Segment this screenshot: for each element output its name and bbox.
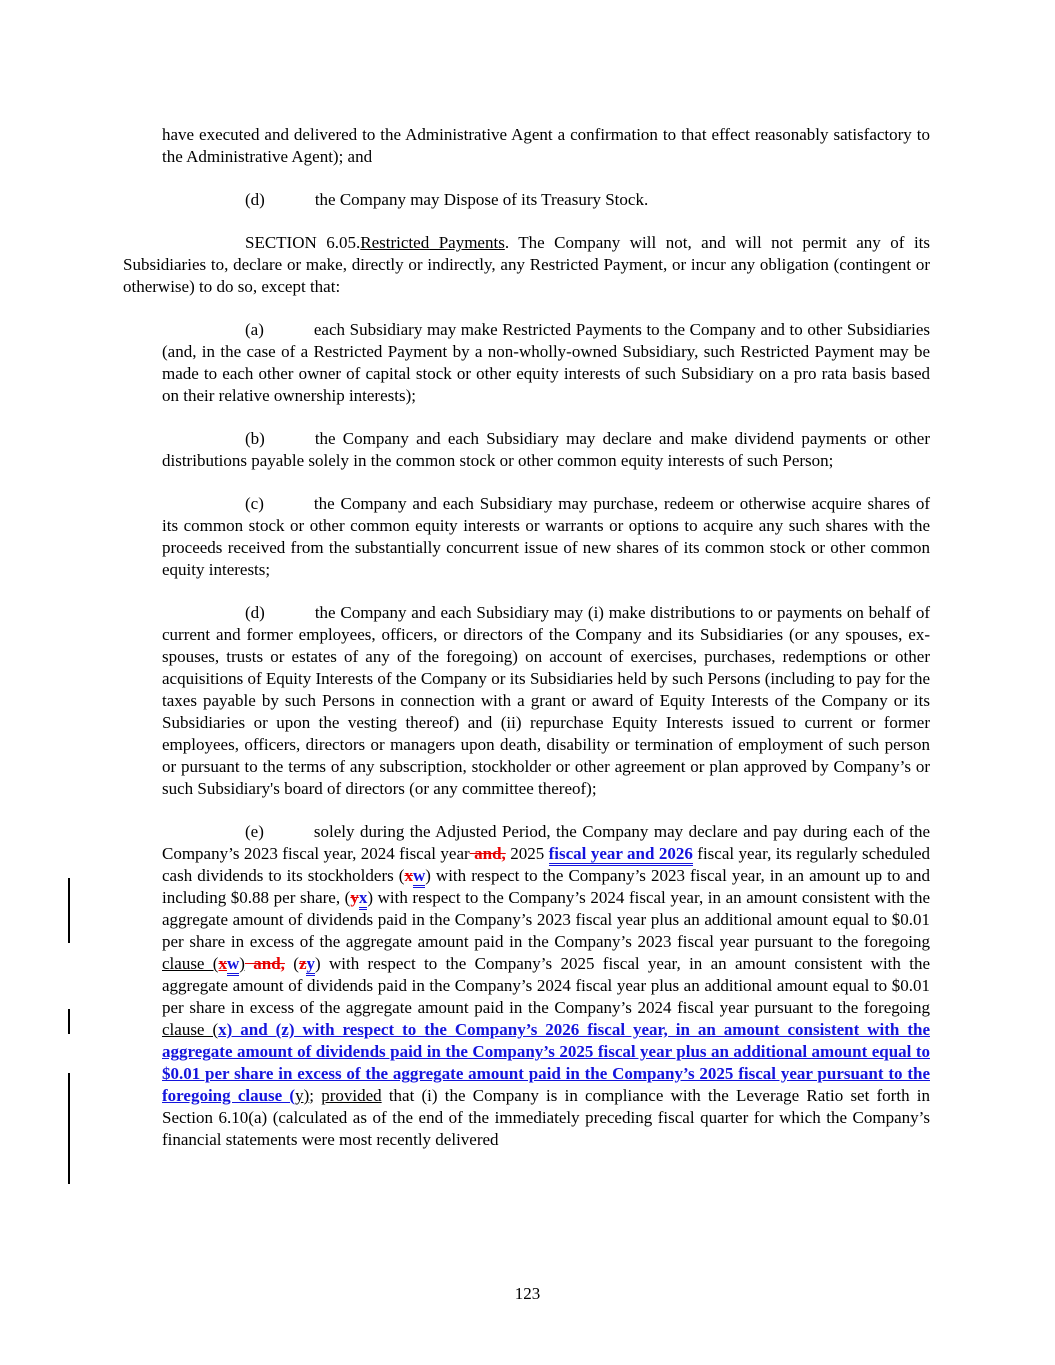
page-number: 123 <box>514 1284 541 1303</box>
text-run: each Subsidiary may make Restricted Payments to the Company and to other Subsidiaries (and, in the case of a Restricted Payment by a non-wholly-owned Subsidiary, such Restricted Payment may be made to each other owner of capital stock or other equity interests of such Subsidiary on a pro rata basis based on their relative ownership interests); <box>162 320 930 405</box>
text-run: solely during the Adjusted Period, the Company may declare and pay during each of the Company’s 2023 fiscal year, 2024 fiscal year <box>162 822 930 863</box>
text-run: 2025 <box>505 844 549 863</box>
text-run: (a) <box>245 320 264 339</box>
text-run: clause ( <box>162 1020 219 1039</box>
text-run: and, <box>469 844 506 863</box>
text-run: x <box>218 954 227 973</box>
clause-b <box>162 428 930 472</box>
text-run: y <box>306 954 315 976</box>
text-run: x <box>404 866 413 885</box>
text-run: (e) <box>245 822 264 841</box>
clause-d <box>162 602 930 800</box>
continuation-paragraph <box>162 124 930 168</box>
text-run: . The Company will not, and will not permit any of its Subsidiaries to, declare or make, directly or indirectly, any Restricted Payment, or incur any obligation (contingent or otherwise) to do so, except that: <box>123 233 931 296</box>
text-run: y) <box>295 1086 310 1105</box>
text-run: clause ( <box>162 954 219 973</box>
clause-e-redline <box>162 821 930 1151</box>
text-run: Restricted Payments <box>360 233 505 252</box>
text-run: x) and (z) with respect to the Company’s 2026 fiscal year, in an amount consistent with the aggregate amount of dividends paid in the Company’s 2025 fiscal year plus an additional amount equal to $0.01 per share in excess of the aggregate amount paid in the Company’s 2025 fiscal year pursuant to the foregoing clause ( <box>162 1020 930 1105</box>
clause-d-treasury-stock <box>162 189 930 211</box>
change-bar <box>68 1073 70 1184</box>
text-run: y <box>350 888 359 907</box>
text-run: ) <box>239 954 245 973</box>
clause-a <box>162 319 930 407</box>
text-run: and, <box>244 954 285 973</box>
text-run: ) with respect to the Company’s 2023 fiscal year, in an amount up to and including $0.88 per share, ( <box>162 866 930 907</box>
section-6-05-paragraph <box>123 232 930 298</box>
text-run: (c) <box>245 494 264 513</box>
text-run: ; <box>309 1086 322 1105</box>
text-run: that (i) the Company is in compliance with the Leverage Ratio set forth in Section 6.10(a) (calculated as of the end of the immediately preceding fiscal quarter for which the Company’s financial statements were most recently delivered <box>162 1086 930 1149</box>
change-bar <box>68 878 70 943</box>
text-run: the Company may Dispose of its Treasury Stock. <box>314 190 649 209</box>
text-run: (b) <box>245 429 265 448</box>
text-run: (d) <box>245 603 265 622</box>
text-run: ) with respect to the Company’s 2024 fiscal year, in an amount consistent with the aggregate amount of dividends paid in the Company’s 2023 fiscal year plus an additional amount equal to $0.01 per share in excess of the aggregate amount paid in the Company’s 2023 fiscal year pursuant to the foregoing <box>162 888 931 951</box>
text-run: x <box>359 888 368 910</box>
text-run: SECTION 6.05. <box>245 233 361 252</box>
text-run: the Company and each Subsidiary may (i) make distributions to or payments on behalf of current and former employees, officers, or directors of the Company and its Subsidiaries (or any spouses, ex-spouses, trusts or estates of any of the foregoing) on account of exercises, purchases, redemptions or other acquisitions of Equity Interests of the Company or its Subsidiaries held by such Persons (including to pay for the taxes payable by such Persons in connection with a grant or award of Equity Interests of the Company or its Subsidiaries or upon the vesting thereof) and (ii) repurchase Equity Interests issued to current or former employees, officers, directors or managers upon death, disability or termination of employment of such person or pursuant to the terms of any subscription, stockholder or other agreement or plan approved by Company’s or such Subsidiary's board of directors (or any committee thereof); <box>162 603 930 798</box>
change-bar <box>68 1009 70 1034</box>
text-run: ( <box>284 954 299 973</box>
text-run: (d) <box>245 190 265 209</box>
document-body <box>123 124 930 1172</box>
text-run: fiscal year, its regularly scheduled cash dividends to its stockholders ( <box>162 844 930 885</box>
text-run: ) with respect to the Company’s 2025 fiscal year, in an amount consistent with the aggregate amount of dividends paid in the Company’s 2024 fiscal year plus an additional amount equal to $0.01 per share in excess of the aggregate amount paid in the Company’s 2024 fiscal year pursuant to the foregoing <box>162 954 930 1017</box>
text-run: w <box>227 954 239 976</box>
text-run: fiscal year and 2026 <box>549 844 693 866</box>
text-run: the Company and each Subsidiary may purchase, redeem or otherwise acquire shares of its common stock or other common equity interests or warrants or options to acquire any such shares with the proceeds received from the substantially concurrent issue of new shares of its common stock or other common equity interests; <box>162 494 930 579</box>
text-run: the Company and each Subsidiary may declare and make dividend payments or other distributions payable solely in the common stock or other common equity interests of such Person; <box>162 429 930 470</box>
text-run: provided <box>321 1086 382 1105</box>
text-run: w <box>413 866 425 888</box>
text-run: z <box>298 954 307 973</box>
text-run: have executed and delivered to the Administrative Agent a confirmation to that effect reasonably satisfactory to the Administrative Agent); and <box>162 125 930 166</box>
clause-c <box>162 493 930 581</box>
